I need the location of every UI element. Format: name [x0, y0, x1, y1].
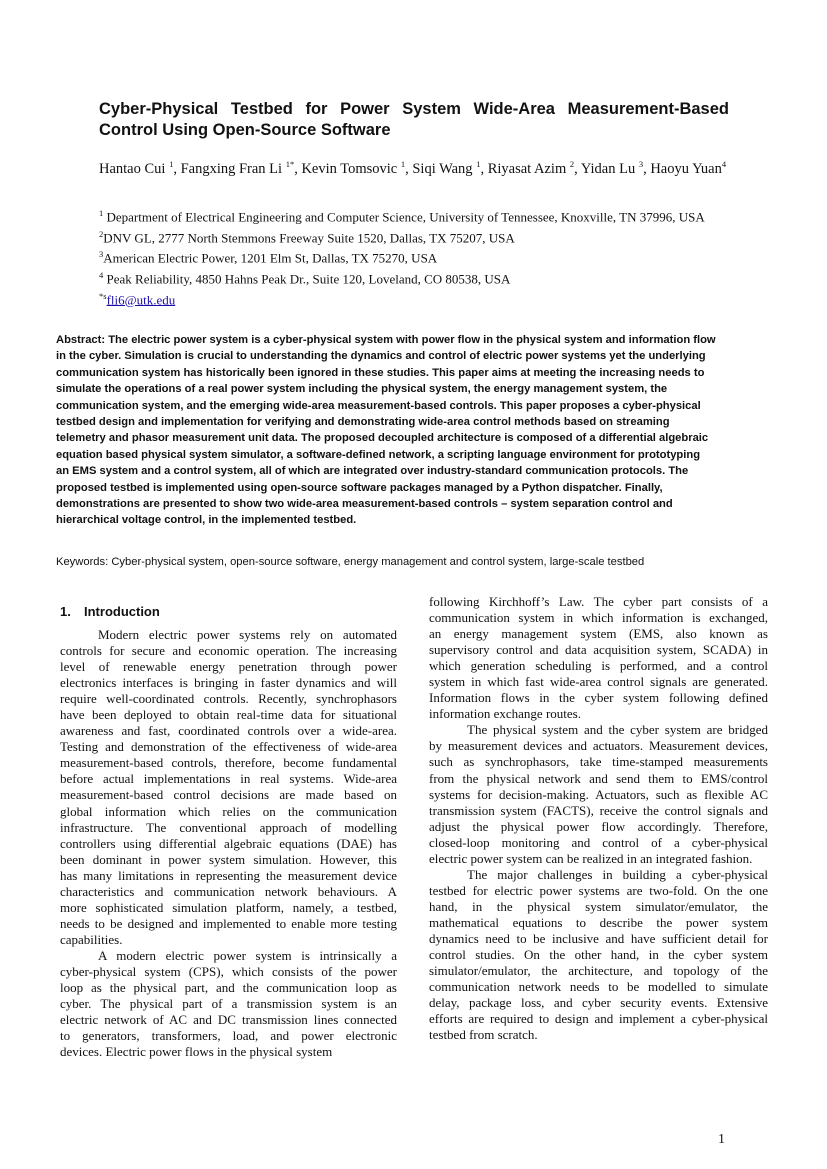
text-line: to generators, transformers, load, and power electronic [60, 1028, 397, 1044]
affiliation-text: American Electric Power, 1201 Elm St, Dallas, TX 75270, USA [103, 250, 438, 266]
abstract-line: testbed design and implementation for verifying and demonstrating wide-area control methods based on streaming [56, 416, 670, 429]
abstract-line: hierarchical voltage control, in the implemented testbed. [56, 514, 357, 527]
text-line: have been deployed to obtain real-time data for situational [60, 707, 397, 723]
author: Kevin Tomsovic [301, 160, 398, 177]
text-line: cyber-physical system (CPS), which consists of the power [60, 963, 397, 979]
author: Fangxing Fran Li [180, 160, 283, 177]
text-line: communication system in which information is exchanged, [429, 610, 768, 626]
text-line: measurement-based control decisions are made based on [60, 787, 397, 803]
text-line: electric power system can be realized in an integrated fashion. [429, 850, 753, 866]
author: Siqi Wang [412, 160, 473, 177]
text-line: Testing and demonstration of the effectiveness of wide-area [60, 739, 397, 755]
text-line: hand, in the physical system simulator/emulator, the [429, 898, 768, 914]
text-line: A modern electric power system is intrinsically a [98, 947, 397, 963]
text-line: awareness and fast, coordinated controls over a wide-area. [60, 723, 397, 739]
affiliation-4 [99, 267, 739, 288]
text-line: been dominant in power system simulation. However, this [60, 851, 397, 867]
title-line: Cyber-Physical Testbed for Power System Wide-Area Measurement-Based [99, 100, 729, 118]
author-list: Hantao Cui $^1$, Fangxing Fran Li $^{1*}$, Kevin Tomsovic $^1$, Siqi Wang $^1$, Riyasat Azim $^2$, Yidan Lu $^3$, Haoyu Yuan$^4$ [99, 159, 727, 177]
text-line: electric network of AC and DC transmission lines connected [60, 1012, 397, 1028]
abstract-line: communication system, and the emerging wide-area measurement-based controls. This paper proposes a cyber-physical [56, 399, 701, 412]
author: Hantao Cui [99, 160, 166, 177]
affiliation-marker: 1 [99, 208, 104, 218]
text-line: following Kirchhoff’s Law. The cyber part consists of a [429, 594, 768, 609]
text-line: delay, package loss, and cyber security events. Extensive [429, 995, 768, 1011]
text-line: devices. Electric power flows in the physical system [60, 1044, 333, 1060]
section-number: 1. [60, 604, 71, 619]
right-column [429, 594, 768, 1043]
abstract-line: Abstract: The electric power system is a cyber-physical system with power flow in the physical system and information flow [56, 334, 716, 346]
author-affiliation-marker: 2 [569, 159, 575, 169]
text-line: Modern electric power systems rely on automated [98, 627, 397, 642]
text-line: system in which fast wide-area control signals are generated. [429, 674, 768, 690]
text-line: level of renewable energy penetration through power [60, 659, 397, 675]
author-affiliation-marker: 1 [169, 159, 174, 169]
email-link[interactable]: fli6@utk.edu [106, 291, 176, 307]
affiliation-text: Peak Reliability, 4850 Hahns Peak Dr., Suite 120, Loveland, CO 80538, USA [106, 271, 511, 287]
affiliation-marker: 4 [99, 269, 104, 280]
text-line: The physical system and the cyber system are bridged [467, 722, 768, 738]
title-line: Control Using Open-Source Software [99, 121, 391, 139]
text-line: loop as the physical part, and the communication loop as [60, 980, 397, 996]
author-affiliation-marker: 3 [638, 159, 644, 169]
email-marker: *s [99, 290, 107, 301]
text-line: has many limitations in representing the measurement device [60, 867, 397, 883]
paragraph [429, 594, 768, 722]
paragraph [429, 867, 768, 1044]
text-line: measurement-based controls, therefore, become fundamental [60, 755, 397, 771]
section-title: Introduction [84, 604, 160, 619]
text-line: Information flows in the cyber system following defined [429, 690, 768, 706]
abstract-line: communication system has historically been ignored in these studies. This paper aims at meeting the increasing needs to [56, 366, 705, 379]
affiliation-marker: 2 [99, 228, 104, 239]
author-affiliation-marker: 1 [400, 159, 406, 169]
page-number: 1 [718, 1132, 725, 1147]
author-affiliation-marker: 4 [721, 159, 727, 169]
abstract-line: demonstrations are presented to show two wide-area measurement-based controls – system separation control and [56, 498, 673, 511]
text-line: controllers using differential algebraic equations (DAE) has [60, 835, 397, 851]
abstract-line: in the cyber. Simulation is crucial to understanding the dynamics and control of electric power systems yet the underlying [56, 350, 706, 363]
text-line: efforts are required to design and implement a cyber-physical [429, 1011, 768, 1027]
paper-title [99, 99, 729, 141]
text-line: information exchange routes. [429, 706, 581, 722]
text-line: global information which relies on the communication [60, 803, 397, 819]
text-line: such as synchrophasors, take time-stamped measurements [429, 754, 768, 770]
text-line: testbed for electric power systems are two-fold. On the one [429, 882, 768, 898]
author: Haoyu Yuan [650, 160, 722, 177]
text-line: require well-coordinated controls. Recently, synchrophasors [60, 691, 397, 707]
text-line: characteristics and communication network behaviours. A [60, 883, 397, 899]
text-line: an energy management system (EMS, also known as [429, 626, 768, 642]
affiliation-text: Department of Electrical Engineering and Computer Science, University of Tennessee, Knoxville, TN 37996, USA [106, 209, 705, 225]
affiliation-text: DNV GL, 2777 North Stemmons Freeway Suite 1520, Dallas, TX 75207, USA [103, 229, 515, 245]
author: Yidan Lu [580, 160, 636, 177]
text-line: capabilities. [60, 931, 123, 947]
corresponding-email [99, 288, 739, 309]
paragraph [429, 722, 768, 866]
text-line: communication network needs to be modelled to simulate [429, 979, 768, 995]
text-line: closed-loop monitoring and control of a cyber-physical [429, 834, 768, 850]
text-line: electronics interfaces is bringing in faster dynamics and will [60, 675, 397, 691]
text-line: which generation scheduling is performed, and a control [429, 658, 768, 674]
text-line: systems for decision-making. Actuators, such as flexible AC [429, 786, 768, 802]
text-line: needs to be designed and implemented to enable more testing [60, 915, 397, 931]
abstract-line: equation based physical system simulator, a software-defined network, a scripting language environment for prototyping [56, 448, 701, 461]
text-line: from the physical network and send them to EMS/control [429, 770, 768, 786]
text-line: control studies. On the other hand, in the cyber system [429, 947, 768, 963]
abstract [56, 332, 716, 529]
text-line: dynamics need to be inclusive and have sufficient detail for [429, 930, 768, 946]
paragraph [60, 948, 397, 1060]
affiliation-1 [99, 205, 739, 226]
text-line: simulator/emulator, the architecture, and topology of the [429, 963, 768, 979]
affiliation-3 [99, 246, 739, 267]
text-line: by measurement devices and actuators. Measurement devices, [429, 738, 768, 754]
affiliations [99, 205, 739, 308]
section-heading-introduction [60, 604, 160, 619]
text-line: before actual implementations in real systems. Wide-area [60, 771, 397, 787]
text-line: The major challenges in building a cyber-physical [467, 866, 768, 882]
text-line: adjust the physical power flow accordingly. Therefore, [429, 818, 768, 834]
text-line: more sophisticated simulation platform, namely, a testbed, [60, 899, 397, 915]
author-affiliation-marker: 1* [285, 159, 295, 169]
abstract-line: simulate the operations of a real power system including the physical system, the energy management system, the [56, 383, 668, 396]
abstract-line: proposed testbed is implemented using open-source software packages managed by a Python dispatcher. Finally, [56, 481, 663, 494]
keywords: Keywords: Cyber-physical system, open-source software, energy management and control system, large-scale testbed [56, 556, 645, 568]
abstract-line: an EMS system and a control system, all of which are integrated over industry-standard communication protocols. The [56, 465, 689, 478]
affiliation-marker: 3 [99, 249, 104, 260]
text-line: transmission system (FACTS), receive the control signals and [429, 802, 768, 818]
text-line: controls for secure and economic operation. The increasing [60, 643, 397, 659]
text-line: infrastructure. The conventional approach of modelling [60, 819, 397, 835]
affiliation-2 [99, 226, 739, 247]
text-line: testbed from scratch. [429, 1027, 538, 1043]
author-affiliation-marker: 1 [476, 159, 481, 169]
text-line: mathematical equations to describe the power system [429, 914, 768, 930]
paragraph [60, 627, 397, 948]
left-column [60, 627, 397, 1060]
author: Riyasat Azim [487, 160, 567, 177]
text-line: cyber. The physical part of a transmission system is an [60, 996, 397, 1012]
abstract-line: telemetry and phasor measurement unit data. The proposed decoupled architecture is composed of a differential algebraic [56, 432, 709, 445]
text-line: supervisory control and data acquisition system, SCADA) in [429, 642, 768, 658]
